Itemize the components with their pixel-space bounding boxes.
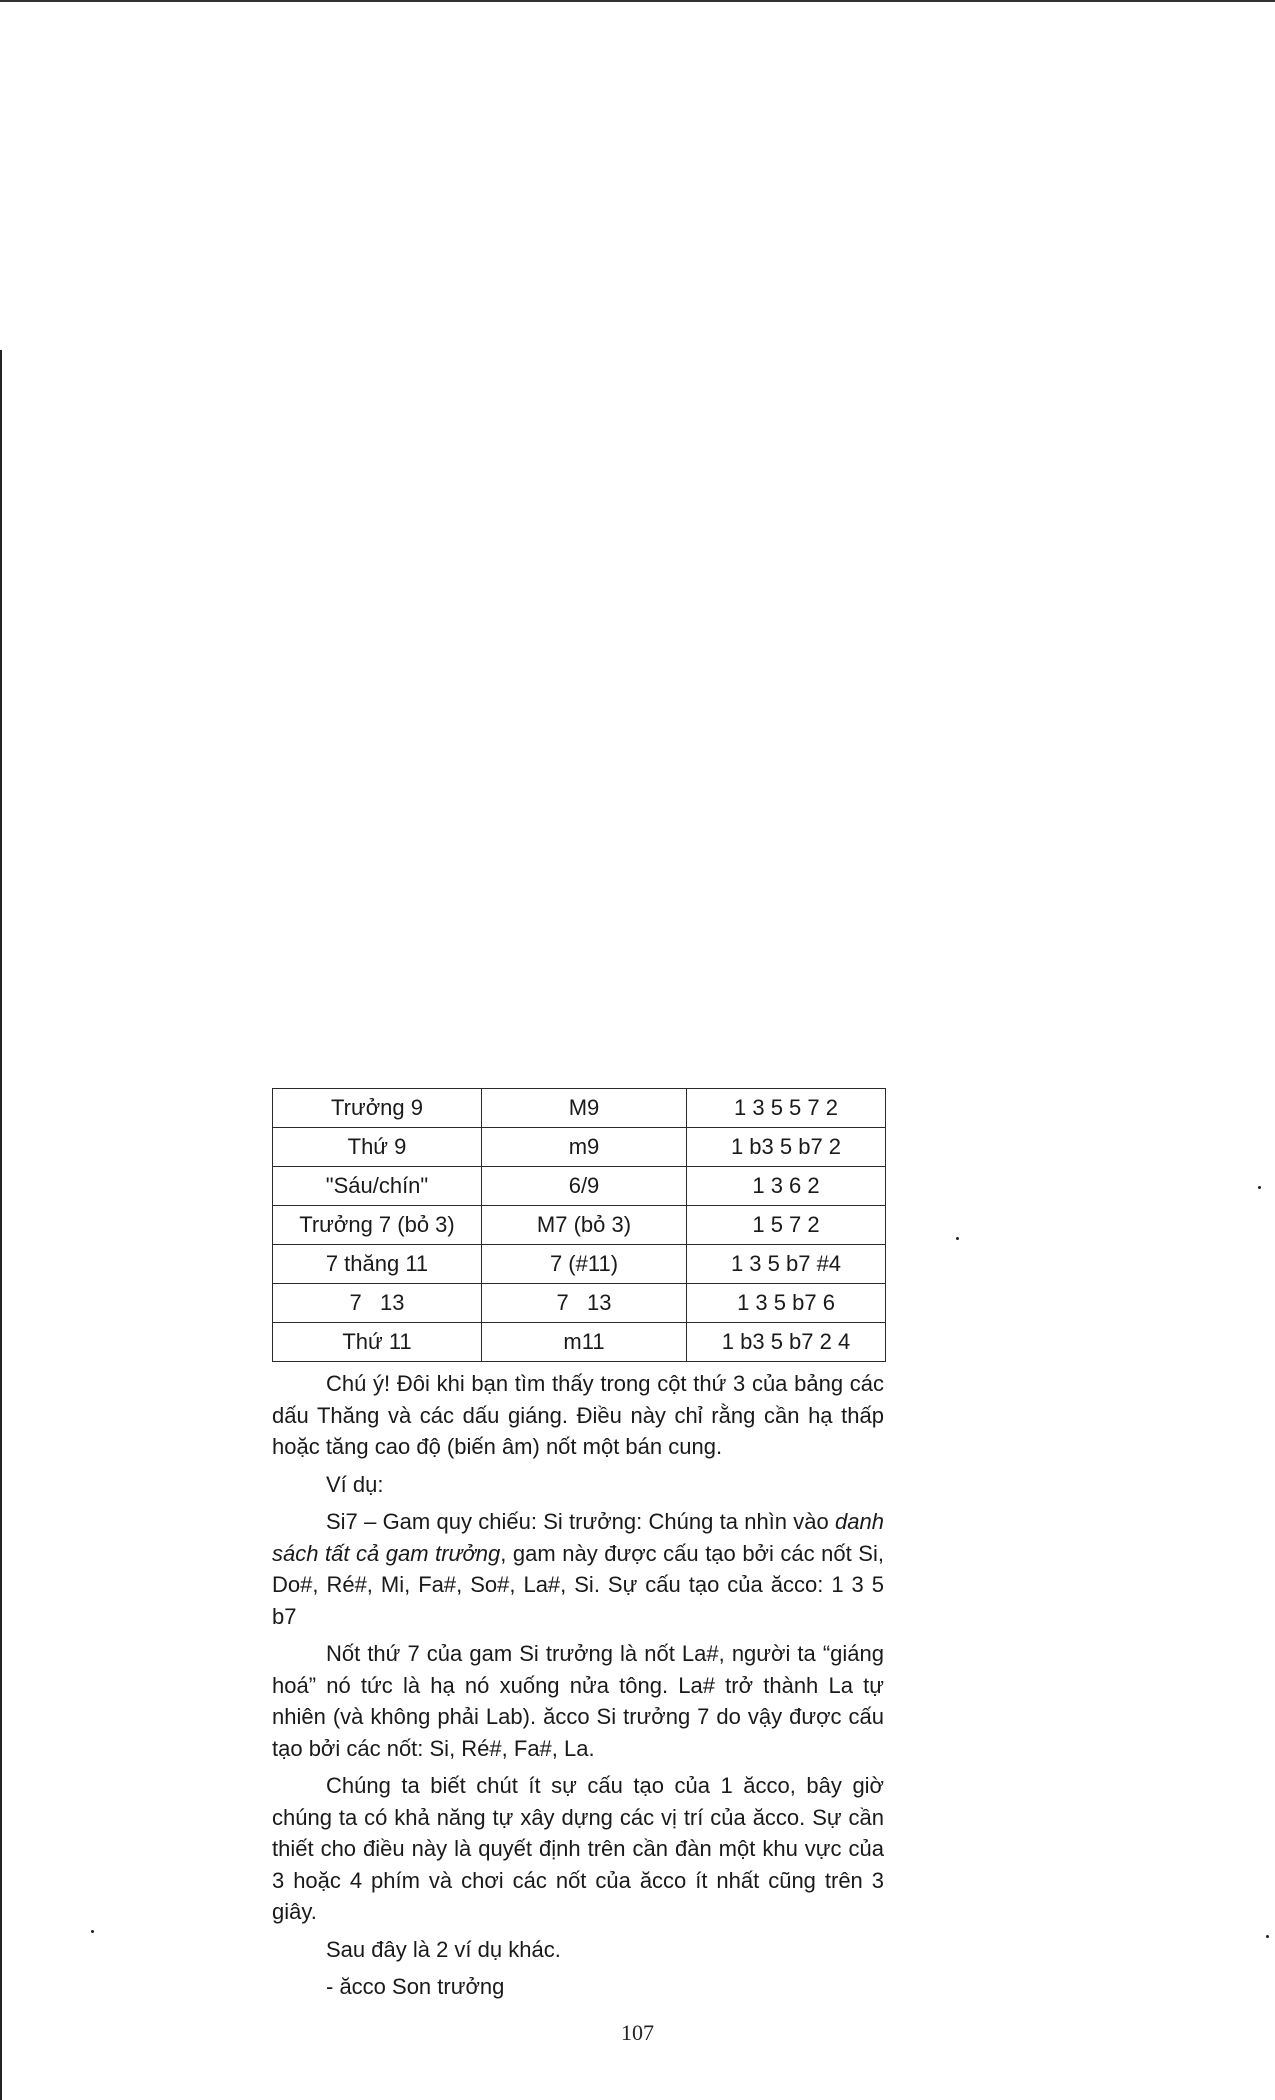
chord-row bbox=[273, 1323, 886, 1362]
chord-row bbox=[273, 1089, 886, 1128]
si7-paragraph bbox=[272, 1506, 884, 1632]
scan-speck bbox=[1266, 1935, 1269, 1938]
more-examples-line: Sau đây là 2 ví dụ khác. bbox=[326, 1936, 561, 1962]
chord-formula-cell: 1 3 5 b7 #4 bbox=[687, 1245, 886, 1284]
left-page-edge bbox=[0, 350, 2, 2100]
scan-speck bbox=[1258, 1186, 1261, 1189]
scan-speck bbox=[956, 1237, 959, 1240]
chord-formula-table bbox=[272, 1088, 886, 1362]
top-page-edge bbox=[0, 0, 1275, 2]
si7-text-end: , gam này được cấu tạo bởi các nốt Si, Do#, Ré#, Mi, Fa#, So#, La#, Si. Sự cấu tạo của ăcco: 1 3 5 b7 bbox=[272, 1540, 884, 1629]
chord-formula-cell: 1 3 5 b7 6 bbox=[687, 1284, 886, 1323]
note-paragraph: Chú ý! Đôi khi bạn tìm thấy trong cột thứ 3 của bảng các dấu Thăng và các dấu giáng. Điều này chỉ rằng cần hạ thấp hoặc tăng cao độ (biến âm) nốt một bán cung. bbox=[272, 1371, 884, 1459]
chord-name-cell: Thứ 9 bbox=[273, 1128, 482, 1167]
chord-name-cell: Trưởng 9 bbox=[273, 1089, 482, 1128]
construct-paragraph: Chúng ta biết chút ít sự cấu tạo của 1 ăcco, bây giờ chúng ta có khả năng tự xây dựng các vị trí của ăcco. Sự cần thiết cho điều này là quyết định trên cần đàn một khu vực của 3 hoặc 4 phím và chơi các nốt của ăcco ít nhất cũng trên 3 giây. bbox=[272, 1773, 884, 1924]
chord-formula-cell: 1 3 5 5 7 2 bbox=[687, 1089, 886, 1128]
chord-name-cell: 7 13 bbox=[273, 1284, 482, 1323]
chord-formula-cell: 1 3 6 2 bbox=[687, 1167, 886, 1206]
chord-symbol-cell: 7 13 bbox=[482, 1284, 687, 1323]
chord-name-cell: Thứ 11 bbox=[273, 1323, 482, 1362]
page-content bbox=[272, 1088, 884, 2009]
chord-formula-cell: 1 b3 5 b7 2 bbox=[687, 1128, 886, 1167]
chord-formula-cell: 1 5 7 2 bbox=[687, 1206, 886, 1245]
body-text bbox=[272, 1368, 884, 2003]
chord-symbol-cell: m11 bbox=[482, 1323, 687, 1362]
chord-row bbox=[273, 1206, 886, 1245]
chord-name-cell: Trưởng 7 (bỏ 3) bbox=[273, 1206, 482, 1245]
chord-name-cell: 7 thăng 11 bbox=[273, 1245, 482, 1284]
chord-symbol-cell: m9 bbox=[482, 1128, 687, 1167]
example-label: Ví dụ: bbox=[326, 1471, 384, 1497]
seventh-note-paragraph: Nốt thứ 7 của gam Si trưởng là nốt La#, người ta “giáng hoá” nó tức là hạ nó xuống nửa tông. La# trở thành La tự nhiên (và không phải Lab). ăcco Si trưởng 7 do vậy được cấu tạo bởi các nốt: Si, Ré#, Fa#, La. bbox=[272, 1641, 884, 1761]
page-number: 107 bbox=[621, 2020, 654, 2045]
chord-symbol-cell: M7 (bỏ 3) bbox=[482, 1206, 687, 1245]
son-chord-item: - ăcco Son trưởng bbox=[326, 1974, 505, 1999]
chord-row bbox=[273, 1284, 886, 1323]
chord-formula-cell: 1 b3 5 b7 2 4 bbox=[687, 1323, 886, 1362]
chord-row bbox=[273, 1167, 886, 1206]
chord-symbol-cell: 6/9 bbox=[482, 1167, 687, 1206]
chord-row bbox=[273, 1245, 886, 1284]
chord-symbol-cell: 7 (#11) bbox=[482, 1245, 687, 1284]
scan-speck bbox=[91, 1930, 94, 1933]
chord-name-cell: "Sáu/chín" bbox=[273, 1167, 482, 1206]
chord-symbol-cell: M9 bbox=[482, 1089, 687, 1128]
chord-row bbox=[273, 1128, 886, 1167]
si7-text-start: Si7 – Gam quy chiếu: Si trưởng: Chúng ta nhìn vào bbox=[326, 1509, 836, 1534]
si7-emphasis: danh sách tất cả gam trưởng bbox=[272, 1509, 884, 1566]
